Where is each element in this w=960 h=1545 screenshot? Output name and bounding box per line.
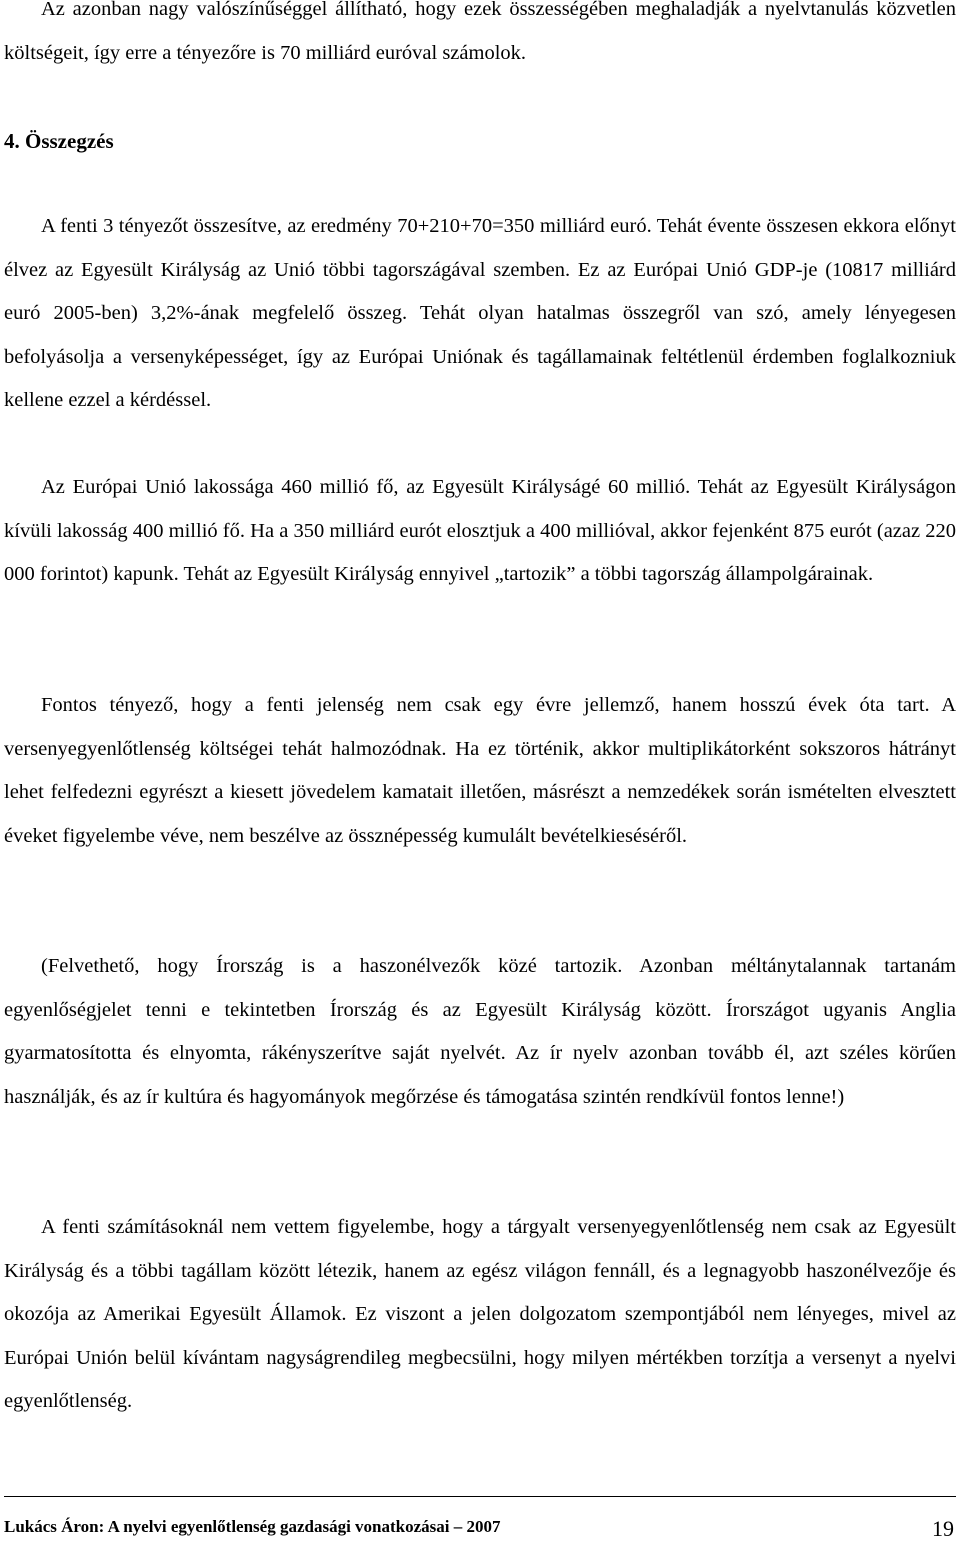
paragraph-ireland: (Felvethető, hogy Írország is a haszonélvezők közé tartozik. Azonban méltánytalannak tartanám egyenlőségjelet tenni e tekintetben Írország és az Egyesült Királyság között. Írországot ugyanis Anglia gyarmatosította és elnyomta, rákényszerítve saját nyelvét. Az ír nyelv azonban tovább él, azt széles körűen használják, és az ír kultúra és hagyományok megőrzése és támogatása szintén rendkívül fontos lenne!) xyxy=(4,955,956,1108)
paragraph-cumulative: Fontos tényező, hogy a fenti jelenség nem csak egy évre jellemző, hanem hosszú évek óta tart. A versenyegyenlőtlenség költségei tehát halmozódnak. Ha ez történik, akkor multiplikátorként sokszoros hátrányt lehet felfedezni egyrészt a kiesett jövedelem kamatait illetően, másrészt a nemzedékek során ismételten elvesztett éveket figyelembe véve, nem beszélve az össznépesség kumulált bevételkieséséről. xyxy=(4,694,956,847)
paragraph-usa: A fenti számításoknál nem vettem figyelembe, hogy a tárgyalt versenyegyenlőtlenség nem csak az Egyesült Királyság és a többi tagállam között létezik, hanem az egész világon fennáll, és a legnagyobb haszonélvezője és okozója az Amerikai Egyesült Államok. Ez viszont a jelen dolgozatom szempontjából nem lényeges, mivel az Európai Unión belül kívántam nagyságrendileg megbecsülni, hogy milyen mértékben torzítja a versenyt a nyelvi egyenlőtlenség. xyxy=(4,1216,956,1412)
document-page xyxy=(4,0,956,1545)
footer-rule xyxy=(4,1496,956,1497)
intro-paragraph: Az azonban nagy valószínűséggel állítható, hogy ezek összességében meghaladják a nyelvtanulás közvetlen költségeit, így erre a tényezőre is 70 milliárd euróval számolok. xyxy=(4,0,956,64)
section-heading xyxy=(4,120,114,164)
footer-title: Lukács Áron: A nyelvi egyenlőtlenség gazdasági vonatkozásai – 2007 xyxy=(4,1517,501,1536)
paragraph-population: Az Európai Unió lakossága 460 millió fő, az Egyesült Királyságé 60 millió. Tehát az Egyesült Királyságon kívüli lakosság 400 millió fő. Ha a 350 milliárd eurót elosztjuk a 400 millióval, akkor fejenként 875 eurót (azaz 220 000 forintot) kapunk. Tehát az Egyesült Királyság ennyivel „tartozik” a többi tagország állampolgárainak. xyxy=(4,476,956,585)
page-number: 19 xyxy=(932,1516,954,1541)
section-number: 4. xyxy=(4,129,20,153)
paragraph-summary: A fenti 3 tényezőt összesítve, az eredmény 70+210+70=350 milliárd euró. Tehát évente összesen ekkora előnyt élvez az Egyesült Királyság az Unió többi tagországával szemben. Ez az Európai Unió GDP-je (10817 milliárd euró 2005-ben) 3,2%-ának megfelelő összeg. Tehát olyan hatalmas összegről van szó, amely lényegesen befolyásolja a versenyképességet, így az Európai Uniónak és tagállamainak feltétlenül érdemben foglalkozniuk kellene ezzel a kérdéssel. xyxy=(4,215,956,411)
section-title: Összegzés xyxy=(25,129,114,153)
